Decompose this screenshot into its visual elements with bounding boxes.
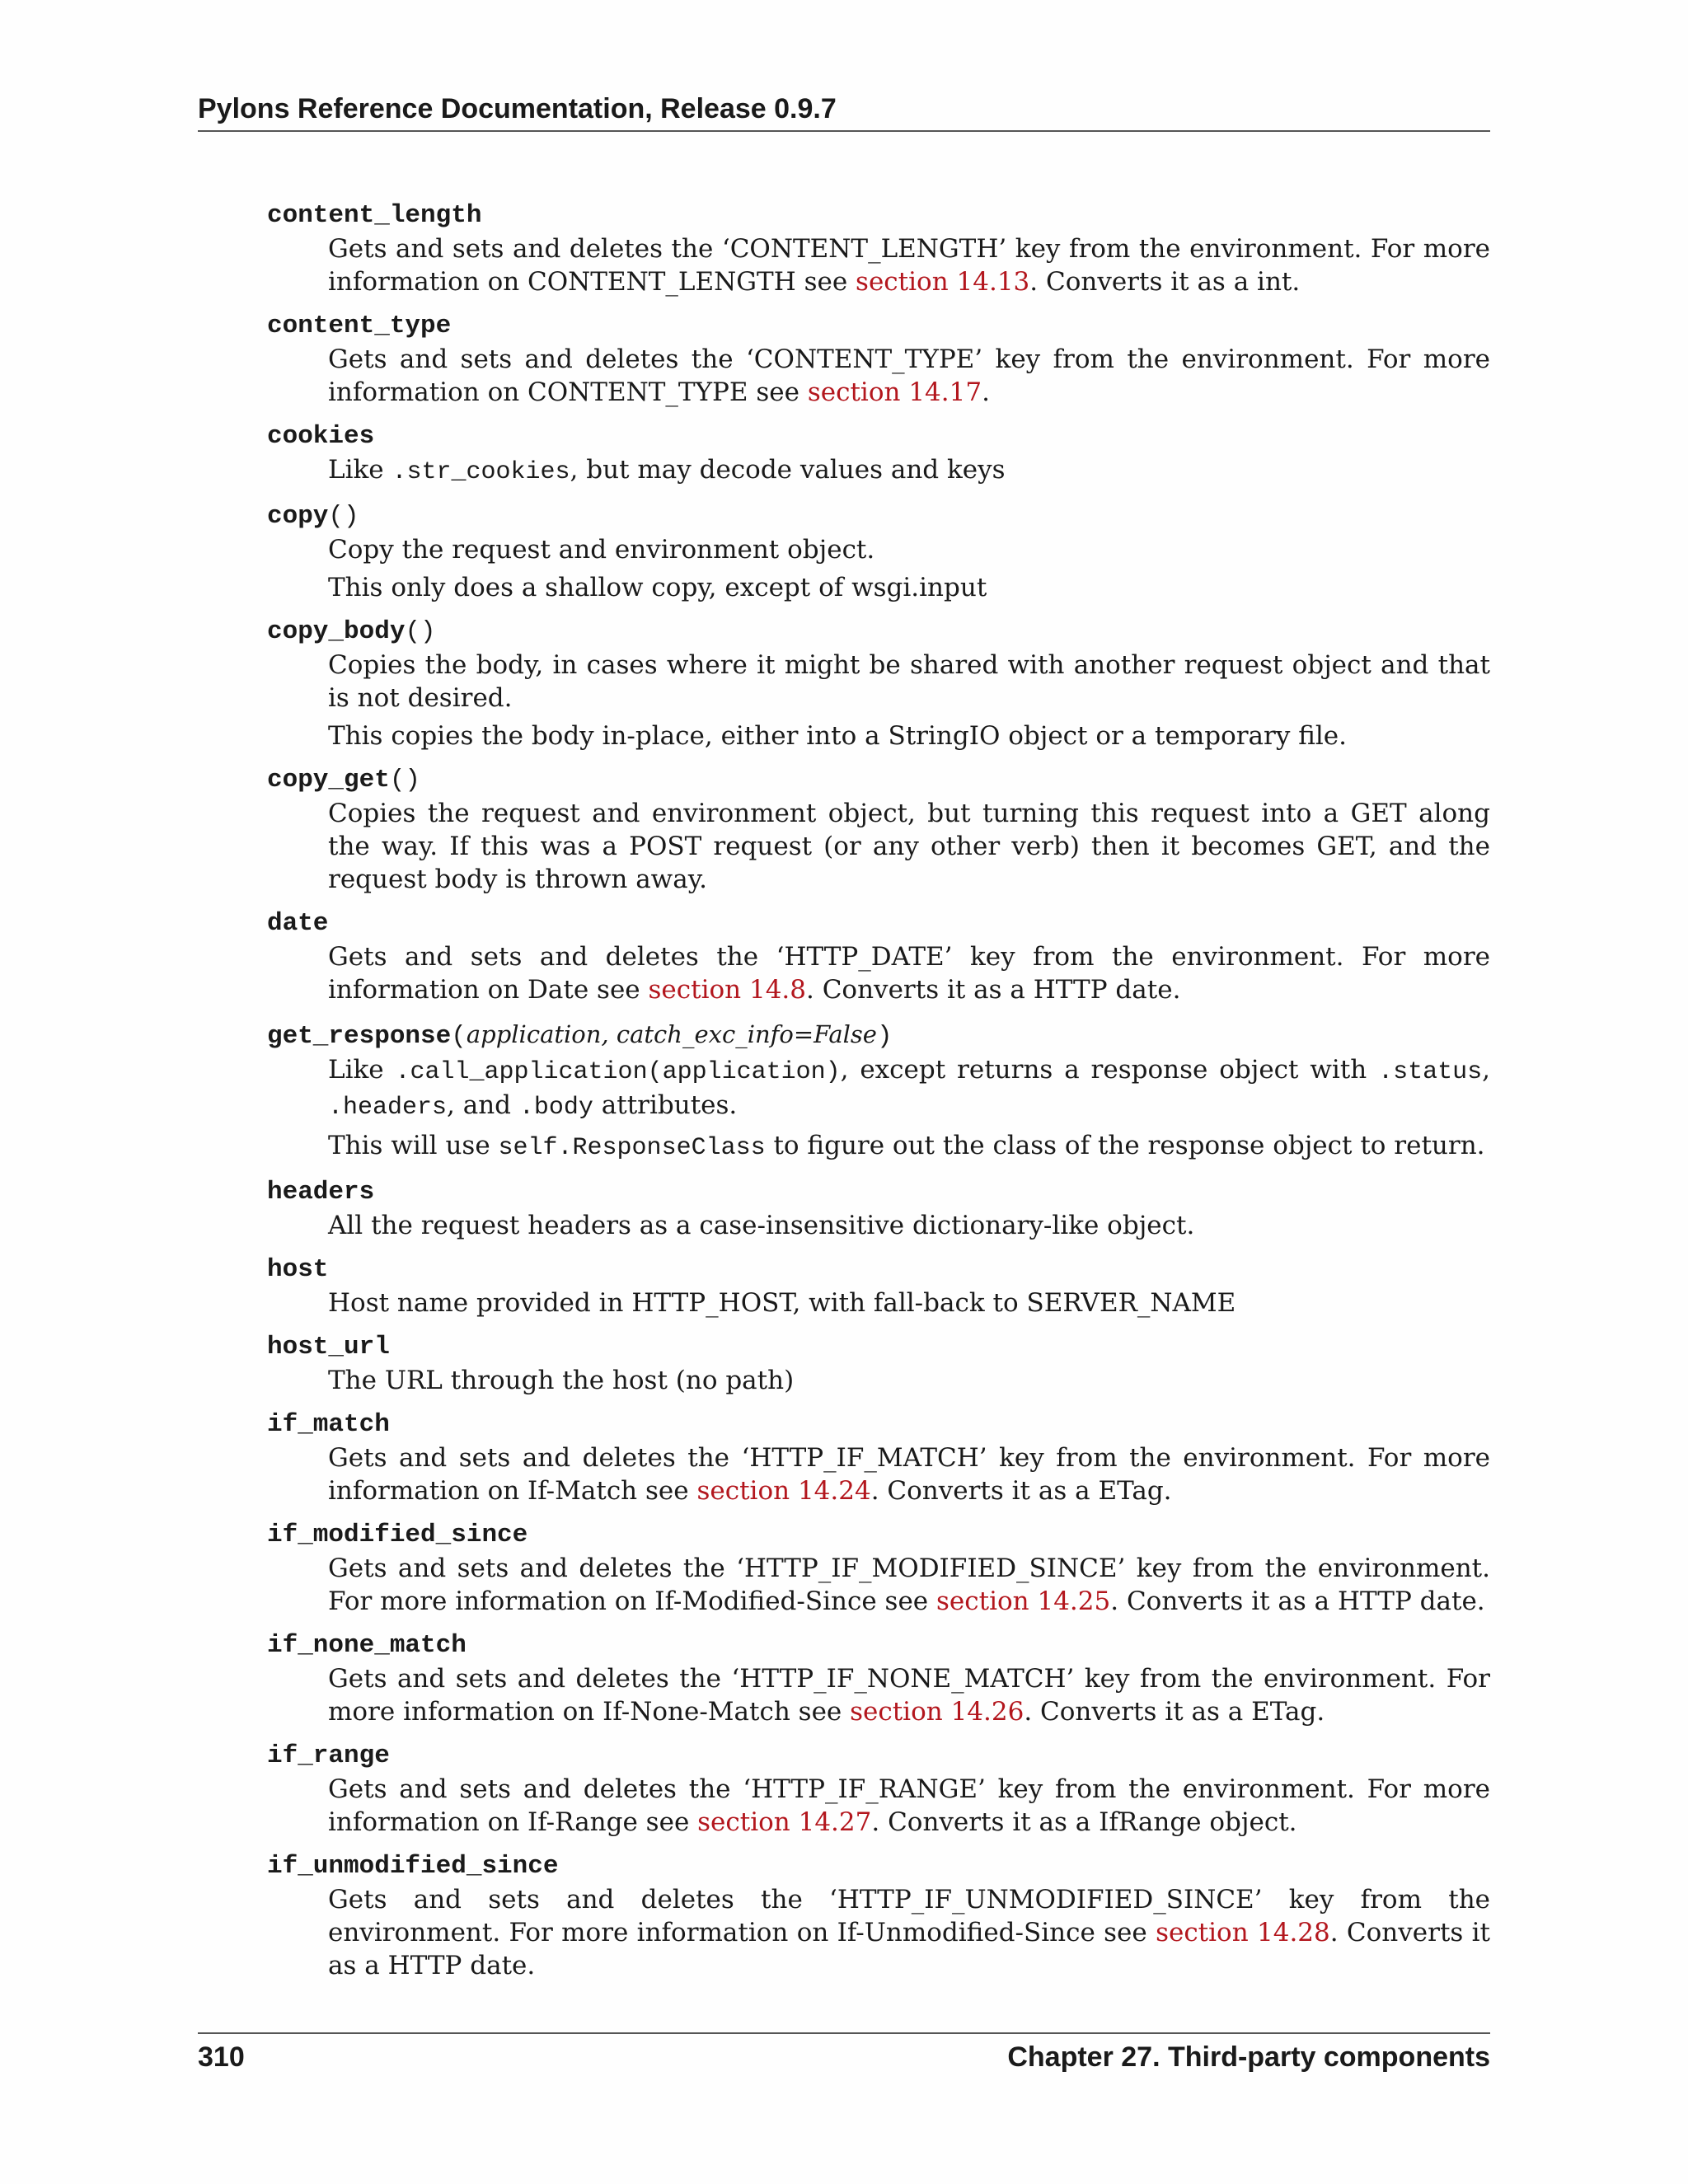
entry-content-length <box>267 199 1490 298</box>
description-paragraph <box>328 232 1490 298</box>
attribute-name: if_unmodified_since <box>267 1852 559 1881</box>
description-text: Gets and sets and deletes the ‘HTTP_IF_MODIFIED_SINCE’ key from the environment. For more information on If-Modified-Since see <box>328 1554 1490 1616</box>
description-text: All the request headers as a case-insensitive dictionary-like object. <box>328 1211 1195 1240</box>
description-text: attributes. <box>593 1090 738 1120</box>
attribute-name: headers <box>267 1178 375 1207</box>
description-text: . Converts it as a ETag. <box>870 1476 1172 1506</box>
inline-code: self.ResponseClass <box>498 1134 766 1162</box>
description-text: . Converts it as a HTTP date. <box>328 1918 1491 1980</box>
entry-get-response <box>267 1018 1490 1165</box>
description-paragraph <box>328 1883 1490 1982</box>
entry-signature <box>267 1519 1490 1552</box>
entry-if-unmodified-since <box>267 1850 1490 1982</box>
description-paragraph <box>328 453 1490 489</box>
open-paren: ( <box>451 1022 467 1051</box>
entry-description <box>328 1053 1490 1165</box>
rfc-section-link[interactable]: section 14.8 <box>648 975 806 1005</box>
entry-description <box>328 1552 1490 1618</box>
entry-description <box>328 940 1490 1006</box>
entry-if-none-match <box>267 1629 1490 1728</box>
description-paragraph <box>328 343 1490 409</box>
description-text: This will use <box>328 1131 499 1160</box>
entry-signature <box>267 199 1490 232</box>
description-paragraph <box>328 719 1490 752</box>
entry-signature <box>267 1018 1490 1053</box>
description-text: Copies the request and environment object, but turning this request into a GET along the way. If this was a POST request (or any other verb) then it becomes GET, and the request body is thrown away. <box>328 799 1490 894</box>
rfc-section-link[interactable]: section 14.28 <box>1156 1918 1330 1947</box>
entry-host <box>267 1254 1490 1319</box>
description-text: Host name provided in HTTP_HOST, with fall-back to SERVER_NAME <box>328 1288 1236 1318</box>
description-text: Gets and sets and deletes the ‘HTTP_IF_UNMODIFIED_SINCE’ key from the environment. For more information on If-Unmodified-Since see <box>328 1885 1490 1947</box>
attribute-name: copy_get <box>267 766 390 794</box>
method-parens: () <box>328 502 359 531</box>
attribute-name: date <box>267 909 329 938</box>
entry-description <box>328 533 1490 604</box>
attribute-name: if_none_match <box>267 1631 467 1660</box>
entry-date <box>267 907 1490 1006</box>
rfc-section-link[interactable]: section 14.27 <box>697 1807 872 1837</box>
description-text: to figure out the class of the response object to return. <box>765 1131 1485 1160</box>
entry-signature <box>267 1331 1490 1364</box>
attribute-name: copy_body <box>267 617 406 646</box>
attribute-name: cookies <box>267 422 375 451</box>
description-text: Like <box>328 455 392 485</box>
entry-description <box>328 1209 1490 1242</box>
page-number: 310 <box>198 2041 245 2073</box>
description-paragraph <box>328 940 1490 1006</box>
entry-host-url <box>267 1331 1490 1397</box>
description-paragraph <box>328 533 1490 566</box>
attribute-name: if_modified_since <box>267 1521 528 1549</box>
method-parens: () <box>389 766 421 794</box>
page-header <box>198 91 1490 132</box>
description-text: . Converts it as a HTTP date. <box>806 975 1181 1005</box>
entry-description <box>328 453 1490 489</box>
rfc-section-link[interactable]: section 14.13 <box>856 267 1030 297</box>
entry-copy-body <box>267 616 1490 752</box>
entry-description <box>328 1883 1490 1982</box>
description-paragraph <box>328 571 1490 604</box>
chapter-title: Chapter 27. Third-party components <box>1007 2041 1490 2073</box>
attribute-name: host <box>267 1255 329 1284</box>
inline-code: .headers <box>328 1094 448 1122</box>
method-args: application, catch_exc_info=False <box>466 1020 877 1048</box>
description-paragraph <box>328 1552 1490 1618</box>
description-text: Gets and sets and deletes the ‘HTTP_DATE’ key from the environment. For more information on Date see <box>328 942 1490 1005</box>
description-paragraph <box>328 1662 1490 1728</box>
description-text: Copies the body, in cases where it might be shared with another request object and that is not desired. <box>328 650 1490 713</box>
entry-if-modified-since <box>267 1519 1490 1618</box>
entry-description <box>328 343 1490 409</box>
description-text: This copies the body in-place, either into a StringIO object or a temporary file. <box>328 721 1348 751</box>
description-paragraph <box>328 1773 1490 1839</box>
description-text: Gets and sets and deletes the ‘HTTP_IF_NONE_MATCH’ key from the environment. For more information on If-None-Match see <box>328 1664 1490 1727</box>
entry-signature <box>267 1740 1490 1773</box>
entry-copy-get <box>267 764 1490 896</box>
description-text: . Converts it as a ETag. <box>1024 1697 1325 1727</box>
entry-signature <box>267 616 1490 649</box>
entry-description <box>328 1662 1490 1728</box>
description-text: This only does a shallow copy, except of wsgi.input <box>328 573 987 602</box>
attribute-name: content_type <box>267 312 452 340</box>
entry-description <box>328 797 1490 896</box>
entry-description <box>328 649 1490 752</box>
description-paragraph <box>328 797 1490 896</box>
description-paragraph <box>328 1286 1490 1319</box>
rfc-section-link[interactable]: section 14.26 <box>850 1697 1025 1727</box>
description-text: Gets and sets and deletes the ‘HTTP_IF_RANGE’ key from the environment. For more information on If-Range see <box>328 1774 1490 1837</box>
entry-content-type <box>267 310 1490 409</box>
inline-code: .str_cookies <box>392 458 570 486</box>
description-text: , <box>1482 1055 1490 1085</box>
description-text: Gets and sets and deletes the ‘HTTP_IF_MATCH’ key from the environment. For more information on If-Match see <box>328 1443 1490 1506</box>
entry-description <box>328 1286 1490 1319</box>
entry-signature <box>267 1850 1490 1883</box>
description-text: Gets and sets and deletes the ‘CONTENT_LENGTH’ key from the environment. For more information on CONTENT_LENGTH see <box>328 234 1490 297</box>
description-paragraph <box>328 1209 1490 1242</box>
description-paragraph <box>328 1129 1490 1165</box>
rfc-section-link[interactable]: section 14.17 <box>807 377 982 407</box>
entry-description <box>328 1773 1490 1839</box>
description-paragraph <box>328 1053 1490 1124</box>
attribute-name: get_response <box>267 1022 452 1051</box>
entry-description <box>328 1441 1490 1507</box>
attribute-name: host_url <box>267 1333 390 1361</box>
description-text: . <box>982 377 990 407</box>
running-title: Pylons Reference Documentation, Release 0.9.7 <box>198 93 837 124</box>
entry-copy <box>267 500 1490 604</box>
attribute-name: if_match <box>267 1410 390 1439</box>
entry-signature <box>267 1254 1490 1286</box>
description-text: Gets and sets and deletes the ‘CONTENT_TYPE’ key from the environment. For more information on CONTENT_TYPE see <box>328 344 1490 407</box>
entry-signature <box>267 907 1490 940</box>
description-text: . Converts it as a int. <box>1029 267 1301 297</box>
entry-cookies <box>267 420 1490 489</box>
entry-description <box>328 1364 1490 1397</box>
description-paragraph <box>328 1364 1490 1397</box>
entry-signature <box>267 310 1490 343</box>
inline-code: .body <box>518 1094 593 1122</box>
entry-signature <box>267 420 1490 453</box>
method-parens: () <box>405 617 436 646</box>
attribute-name: if_range <box>267 1741 390 1770</box>
close-paren: ) <box>876 1022 893 1051</box>
description-text: The URL through the host (no path) <box>328 1366 795 1395</box>
entry-description <box>328 232 1490 298</box>
entry-signature <box>267 764 1490 797</box>
description-text: Like <box>328 1055 396 1085</box>
entry-signature <box>267 1176 1490 1209</box>
entry-signature <box>267 500 1490 533</box>
attribute-name: copy <box>267 502 329 531</box>
description-paragraph <box>328 1441 1490 1507</box>
entry-signature <box>267 1408 1490 1441</box>
entry-if-range <box>267 1740 1490 1839</box>
description-paragraph <box>328 649 1490 715</box>
inline-code: .call_application(application) <box>395 1058 841 1086</box>
description-text: . Converts it as a IfRange object. <box>871 1807 1297 1837</box>
inline-code: .status <box>1378 1058 1483 1086</box>
description-text: , but may decode values and keys <box>570 455 1006 485</box>
page-footer <box>198 2032 1490 2075</box>
description-text: , except returns a response object with <box>840 1055 1379 1085</box>
entry-signature <box>267 1629 1490 1662</box>
entry-if-match <box>267 1408 1490 1507</box>
attribute-name: content_length <box>267 201 482 230</box>
description-text: , and <box>447 1090 519 1120</box>
rfc-section-link[interactable]: section 14.25 <box>936 1586 1111 1616</box>
rfc-section-link[interactable]: section 14.24 <box>696 1476 871 1506</box>
description-text: . Converts it as a HTTP date. <box>1110 1586 1485 1616</box>
entry-headers <box>267 1176 1490 1242</box>
description-text: Copy the request and environment object. <box>328 535 875 565</box>
attribute-list <box>267 199 1490 1994</box>
